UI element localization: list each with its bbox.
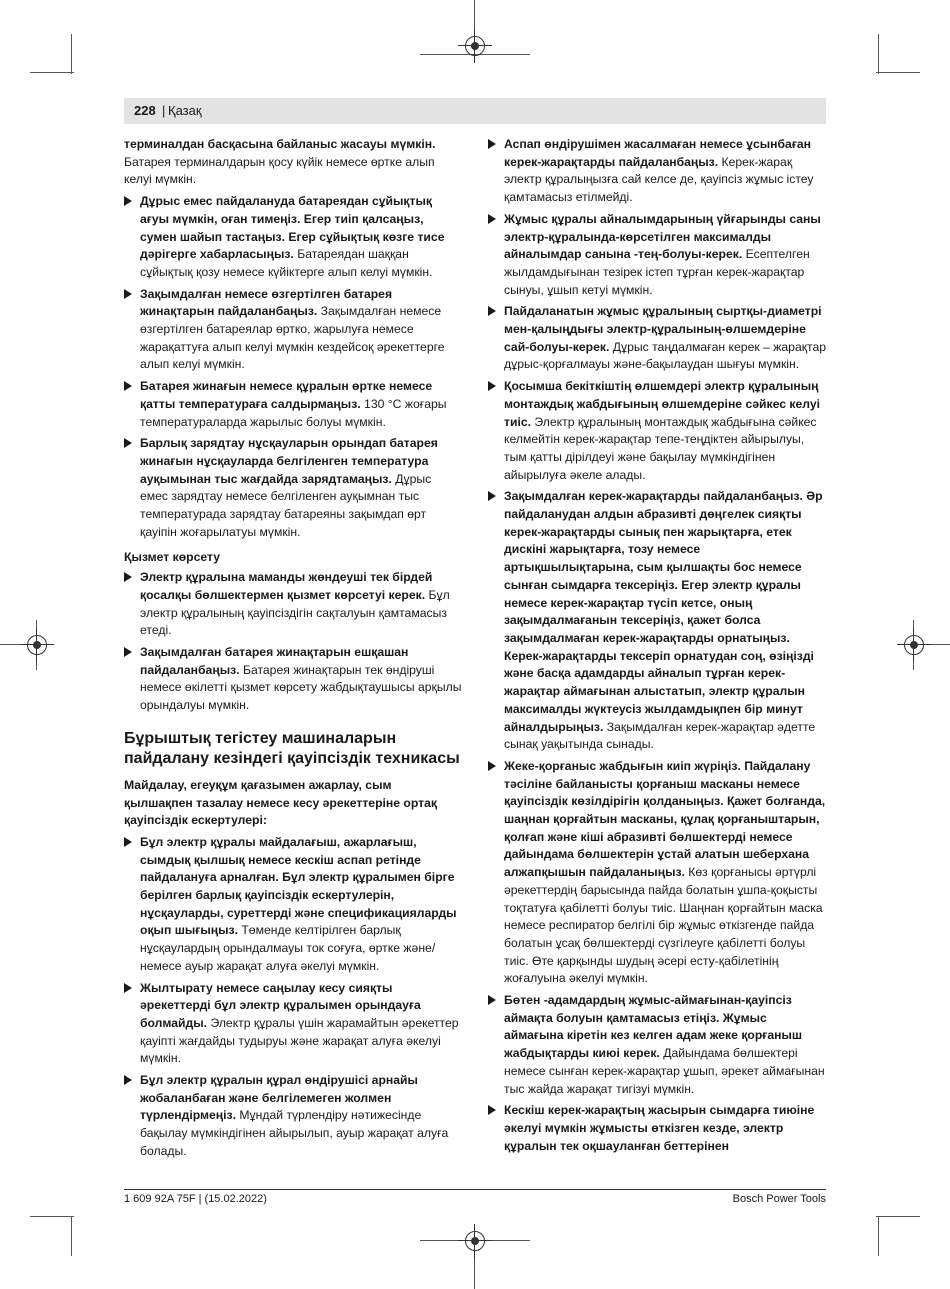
- bold-text: Қосымша бекіткіштің өлшемдері электр құралының монтаждық жабдығының өлшемдеріне сәйкес келуі тиіс.: [504, 379, 821, 429]
- list-item: [488, 211, 828, 300]
- normal-text: Бұл электр құралының қауіпсіздігін сақталуын қамтамасыз етеді.: [140, 587, 450, 638]
- bullet-triangle-icon: [124, 196, 132, 206]
- registration-mark-icon: [904, 635, 924, 655]
- bullet-triangle-icon: [124, 983, 132, 993]
- bold-text: Зақымдалған керек-жарақтарды пайдаланбаңыз. Әр пайдаланудан алдын абразивті дөңгелек сияқты керек-жарақтарды сынық пен жарықтарға, етек дискіні жарықтарға, тозу немесе артықшылықтарына, сым қылшақты бос немесе сынған сымдарға тексеріңіз. Егер электр құралы немесе керек-жарақтар түсіп кетсе, оның зақымдалмағанын тексеріңіз, қажет болса зақымдалмаған керек-жарақтарды орнатыңыз. Керек-жарақтарды тексеріп орнатудан соң, өзіңізді және басқа адамдарды айналып тұрған керек-жарақтар аймағынан алыстатып, электр құралын максималды жүктеусіз жылдамдықпен бір минут айналдырыңыз.: [504, 489, 823, 734]
- footer-brand: Bosch Power Tools: [732, 1193, 826, 1205]
- list-item: [124, 193, 462, 282]
- normal-text: Есептелген жылдамдығынан тезірек істеп тұрған керек-жарақтар сынуы, ұшып кетуі мүмкін.: [504, 247, 810, 297]
- list-item: [124, 834, 462, 976]
- normal-text: Керек-жарақ электр құралыңызға сай келсе де, қауіпсіз жұмыс істеу қамтамасыз етілмейді.: [504, 154, 814, 205]
- bold-text: Аспап өндірушімен жасалмаған немесе ұсынбаған керек-жарақтарды пайдаланбаңыз.: [504, 137, 812, 169]
- list-item: [124, 286, 462, 375]
- crop-mark: [878, 1216, 879, 1256]
- registration-mark-icon: [27, 635, 47, 655]
- normal-text: Дұрыс емес зарядтау немесе белгіленген ауқымнан тыс температурада зарядтау батареяны зақымдап өрт қауіпін жоғарылатуы мүмкін.: [140, 471, 432, 539]
- bold-text: Жеке-қорғаныс жабдығын киіп жүріңіз. Пайдалану тәсіліне байланысты қорғаныш масканы немесе қауіпсіздік көзілдірігін қолданыңыз. Қажет болғанда, шаңнан қорғайтын масканы, құлақ қорғаныштарын, қолғап және кіші абразивті бөлшектерді немесе дайындама бөлшектерін ұстай алатын шеберхана алжапқышын пайдаланыңыз.: [504, 758, 826, 880]
- bold-text: Электр құралына маманды жөндеуші тек бірдей қосалқы бөлшектермен қызмет көрсетуі керек.: [140, 570, 433, 602]
- normal-text: Зақымдалған немесе өзгертілген батареялар өртко, жарылуға немесе жарақаттуға алып келуі мүмкін кездейсоқ әрекеттерге алып келуі мүмкін.: [140, 304, 445, 372]
- service-heading: Қызмет көрсету: [124, 550, 221, 565]
- footer-rule: [124, 1189, 826, 1190]
- crop-mark: [878, 34, 879, 74]
- bold-text: Зақымдалған батарея жинақтарын ешқашан пайдаланбаңыз.: [140, 644, 409, 677]
- list-item: [488, 136, 828, 207]
- list-item: [488, 1102, 828, 1155]
- bold-text: терминалдан басқасына байланыс жасауы мүмкін.: [124, 137, 436, 151]
- bold-text: Батарея жинағын немесе құралын өртке немесе қатты температураға салдырмаңыз.: [140, 379, 433, 411]
- list-item: [124, 569, 462, 640]
- normal-text: Төменде келтірілген барлық нұсқаулардың орындалмауы ток соғуға, өртке және/немесе ауыр жарақат алуға әкелуі мүмкін.: [140, 923, 436, 973]
- bullet-triangle-icon: [124, 438, 132, 448]
- crop-mark: [30, 1216, 74, 1217]
- normal-text: Батарея терминалдарын қосу күйік немесе өртке алып келуі мүмкін.: [124, 154, 435, 187]
- normal-text: Дұрыс таңдалмаған керек – жарақтар дұрыс-қорғалмауы және-бақылаудан шығуы мүмкін.: [504, 339, 827, 372]
- registration-mark-icon: [465, 36, 485, 56]
- normal-text: Батареядан шаққан сұйықтық қозу немесе күйіктерге алып келуі мүмкін.: [140, 247, 433, 279]
- header-separator: |: [162, 103, 166, 118]
- crop-mark: [71, 1216, 72, 1256]
- bold-text: Жұмыс құралы айналымдарының үйғарынды саны электр-құралында-көрсетілген максималды айналымдар санына -тең-болуы-керек.: [504, 211, 821, 262]
- continuation-paragraph: [124, 136, 462, 189]
- bullet-triangle-icon: [124, 572, 132, 582]
- crop-mark: [30, 72, 74, 73]
- normal-text: Батарея жинақтарын тек өндіруші немесе өкілетті қызмет көрсету жабдықтаушысы арқылы орындалуы мүмкін.: [140, 662, 462, 713]
- bold-text: Жылтырату немесе саңылау кесу сияқты әрекеттерді бұл электр құралымен орындауға болмайды.: [140, 980, 421, 1030]
- list-item: [124, 644, 462, 715]
- list-item: [488, 378, 828, 484]
- bullet-triangle-icon: [488, 1105, 496, 1115]
- normal-text: Көз қорғанысы әртүрлі әрекеттердің барысында пайда болатын ұшпа-қоқысты тоқтатуға қабілетті болуы тиіс. Шаңнан қорғайтын маска немесе респиратор белгілі бір жұмыс өткізгенде пайда болатын ұсақ бөлшектерді сүзгілеуге қабілетті болуы тиіс. Өте қарқынды шудың әсері есту-қабілетінің жоғалуына әкелуі мүмкін.: [504, 865, 823, 986]
- normal-text: Электр құралының монтаждық жабдығына сәйкес келмейтін керек-жарақтар тепе-теңдіктен айырылуы, тым қатты дірілдеуі және бақылау мүмкіндігінен айырылуға әкеле алады.: [504, 414, 817, 482]
- list-item: [124, 435, 462, 541]
- crop-mark: [876, 72, 920, 73]
- registration-mark-icon: [465, 1231, 485, 1251]
- header-language: Қазақ: [168, 103, 202, 118]
- section-intro: Майдалау, егеуқұм қағазымен ажарлау, сым қылшақпен тазалау немесе кесу әрекеттеріне ортақ қауіпсіздік ескертулері:: [124, 777, 438, 828]
- normal-text: Электр құралы үшін жарамайтын әрекеттер қауіпті жағдайды тудыруы және жарақат алуға әкелуі мүмкін.: [140, 1015, 459, 1066]
- normal-text: 130 °C жоғары температураларда жарылыс болуы мүмкін.: [140, 396, 447, 429]
- page-number: 228: [134, 103, 156, 118]
- bold-text: Бұл электр құралы майдалағыш, ажарлағыш, сымдық қылшық немесе кескіш аспап ретінде пайдалануға арналған. Бұл электр құралымен бірге берілген барлық қауіпсіздік ескертулерін, нұсқауларды, суреттерді және спецификацияларды оқып шығыңыз.: [140, 834, 457, 938]
- list-item: [488, 992, 828, 1098]
- right-column: [488, 136, 828, 1159]
- bullet-triangle-icon: [488, 995, 496, 1005]
- bold-text: Бөтен -адамдардың жұмыс-аймағынан-қауіпсіз аймақта болуын қамтамасыз етіңіз. Жұмыс аймағына кіретін кез келген адам жеке қорғаныш жабдықтарды киюі керек.: [504, 993, 803, 1061]
- bullet-triangle-icon: [124, 837, 132, 847]
- bold-text: Барлық зарядтау нұсқауларын орындап батарея жинағын нұсқауларда белгіленген температура ауқымынан тыс жағдайда зарядтамаңыз.: [140, 436, 438, 486]
- bullet-triangle-icon: [124, 647, 132, 657]
- normal-text: Дайындама бөлшектері немесе сынған керек-жарақтар ұшып, әрекет аймағынан тыс жайда жарақат тигізуі мүмкін.: [504, 1046, 825, 1096]
- bullet-triangle-icon: [488, 214, 496, 224]
- bullet-triangle-icon: [124, 1075, 132, 1085]
- list-item: [488, 758, 828, 988]
- section-title: Бұрыштық тегістеу машиналарын пайдалану кезіндегі қауіпсіздік техникасы: [124, 729, 460, 767]
- bullet-triangle-icon: [124, 289, 132, 299]
- page-header: [124, 98, 826, 124]
- bullet-triangle-icon: [488, 139, 496, 149]
- list-item: [124, 1072, 462, 1161]
- bullet-triangle-icon: [488, 491, 496, 501]
- list-item: [488, 303, 828, 374]
- normal-text: Зақымдалған керек-жарақтар әдетте сынақ уақытында сынады.: [504, 719, 816, 752]
- bold-text: Бұл электр құралын құрал өндірушісі арнайы жобаланбаған және белгілемеген жолмен түрлендірмеңіз.: [140, 1073, 418, 1123]
- bold-text: Пайдаланатын жұмыс құралының сыртқы-диаметрі мен-қалыңдығы электр-құралының-өлшемдеріне сай-болуы-керек.: [504, 304, 822, 354]
- bold-text: Зақымдалған немесе өзгертілген батарея жинақтарын пайдаланбаңыз.: [140, 286, 393, 319]
- footer-doc-id: 1 609 92A 75F | (15.02.2022): [124, 1193, 267, 1205]
- bullet-triangle-icon: [488, 306, 496, 316]
- left-column: [124, 136, 462, 1165]
- bold-text: Кескіш керек-жарақтың жасырын сымдарға тиюіне әкелуі мүмкін жұмысты өткізген кезде, электр құралын тек оқшауланған беттерінен: [504, 1103, 815, 1153]
- bullet-triangle-icon: [488, 381, 496, 391]
- crop-mark: [876, 1216, 920, 1217]
- bullet-triangle-icon: [124, 381, 132, 391]
- bold-text: Дұрыс емес пайдалануда батареядан сұйықтық ағуы мүмкін, оған тимеңіз. Егер тиіп қалсаңыз, сумен шайып тастаңыз. Егер сұйықтық көзге тисе дәрігерге хабарласыңыз.: [140, 194, 445, 262]
- list-item: [124, 378, 462, 431]
- bullet-triangle-icon: [488, 761, 496, 771]
- list-item: [488, 488, 828, 754]
- crop-mark: [71, 34, 72, 74]
- normal-text: Мұндай түрлендіру нәтижесінде бақылау мүмкіндігінен айырылып, ауыр жарақат алуға болады.: [140, 1108, 449, 1158]
- list-item: [124, 980, 462, 1069]
